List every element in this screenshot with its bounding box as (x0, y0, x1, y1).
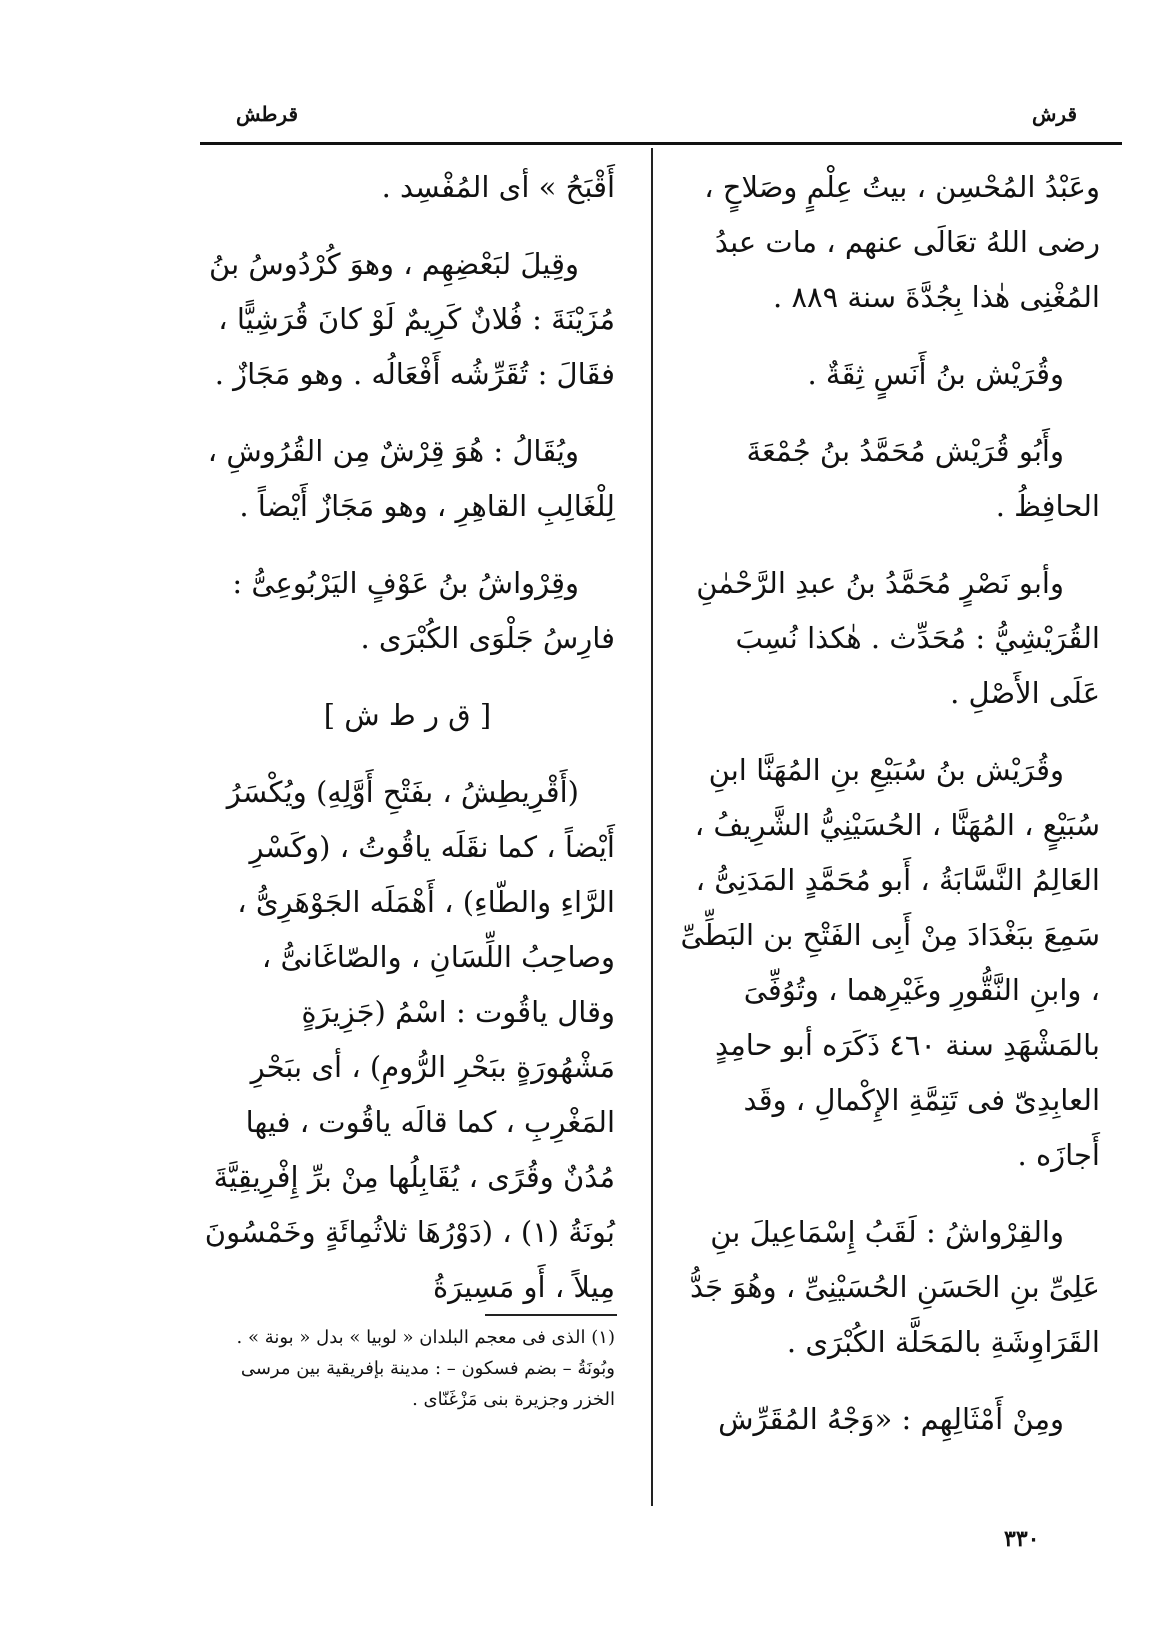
paragraph: أَقْبَحُ » أى المُفْسِد . (381, 170, 615, 204)
left-column (200, 160, 615, 1337)
page-number: ٣٣٠ (1004, 1526, 1040, 1552)
footnote-rule (485, 1314, 617, 1316)
paragraph: وقُرَيْش بنُ سُبَيْعِ بنِ المُهَنَّا ابنِ سُبَيْعٍ ، المُهَنَّا ، الحُسَيْنِيُّ الشَّرِيفُ ، العَالِمُ النَّسَّابَةُ ، أَبو مُحَمَّدٍ المَدَنِىُّ ، سَمِعَ ببَغْدَادَ مِنْ أَبِى الفَتْحِ بن البَطِّىِّ ، وابنِ النَّقُّورِ وغَيْرِهما ، وتُوُفِّىَ بالمَشْهَدِ سنة ٤٦٠ ذَكَرَه أبو حامِدٍ العابِدِىّ فى تَتِمَّةِ الإِكْمالِ ، وقَد أَجازَه . (680, 753, 1100, 1172)
column-divider (651, 148, 653, 1506)
entry-heading: [ ق ر ط ش ] (323, 698, 492, 732)
paragraph: ومِنْ أَمْثَالِهِم : «وَجْهُ المُقَرِّش (718, 1402, 1064, 1436)
paragraph: وقِرْواشُ بنُ عَوْفٍ اليَرْبُوعِىُّ : فارِسُ جَلْوَى الكُبْرَى . (232, 566, 615, 655)
paragraph: وعَبْدُ المُحْسِن ، بيتُ عِلْمٍ وصَلاحٍ ، رضى اللهُ تعَالَى عنهم ، مات عبدُ المُغْنِى هٰذا بِجُدَّةَ سنة ٨٨٩ . (704, 170, 1100, 314)
footnote: (١) الذى فى معجم البلدان « لوبيا » بدل « بونة » . وبُونَةُ – بضم فسكون – : مدينة بإفريقية بين مرسى الخزر وجزيرة بنى مَزْغَنّاى . (236, 1327, 615, 1410)
running-head-right: قرش (1032, 102, 1078, 126)
paragraph: وأَبُو قُرَيْش مُحَمَّدُ بنُ جُمْعَةَ الحافِظُ . (746, 434, 1100, 523)
header-rule (200, 142, 1122, 145)
paragraph: وقِيلَ لبَعْضِهِم ، وهوَ كُرْدُوسُ بنُ مُزَيْنَةَ : فُلانٌ كَرِيمٌ لَوْ كانَ قُرَشِيًّا ، فقَالَ : تُقَرِّشُه أَفْعَالُه . وهو مَجَازٌ . (209, 247, 615, 391)
paragraph: (أَقْرِيطِشُ ، بفَتْحِ أَوَّلِهِ) ويُكْسَرُ أَيْضاً ، كما نقَلَه ياقُوتُ ، (وكَسْرِ الرَّاءِ والطّاءِ) ، أَهْمَلَه الجَوْهَرِىُّ ، وصاحِبُ اللِّسَانِ ، والصّاغَانىُّ ، وقال ياقُوت : اسْمُ (جَزِيرَةٍ مَشْهُورَةٍ ببَحْرِ الرُّومِ) ، أى ببَحْرِ المَغْرِبِ ، كما قالَه ياقُوت ، فيها مُدُنٌ وقُرًى ، يُقَابِلُها مِنْ برِّ إِفْرِيقِيَّةَ بُونَةُ (١) ، (دَوْرُهَا ثلاثُمِائَةٍ وخَمْسُونَ مِيلاً ، أَو مَسِيرَةُ (204, 775, 615, 1304)
paragraph: وقُرَيْش بنُ أَنَسٍ ثِقَةٌ . (807, 357, 1064, 391)
paragraph: وأبو نَصْرٍ مُحَمَّدُ بنُ عبدِ الرَّحْمٰنِ القُرَيْشِيُّ : مُحَدِّث . هٰكذا نُسِبَ عَلَى الأَصْلِ . (696, 566, 1100, 710)
paragraph: والقِرْواشُ : لَقَبُ إِسْمَاعِيلَ بنِ عَلِىِّ بنِ الحَسَنِ الحُسَيْنِىِّ ، وهُوَ جَدُّ القَرَاوِشَةِ بالمَحَلَّة الكُبْرَى . (689, 1215, 1100, 1359)
right-column (680, 160, 1100, 1469)
running-head-left: قرطش (236, 102, 299, 126)
paragraph: ويُقَالُ : هُوَ قِرْشٌ مِن القُرُوشِ ، لِلْغَالِبِ القاهِرِ ، وهو مَجَازٌ أَيْضاً . (207, 434, 615, 523)
